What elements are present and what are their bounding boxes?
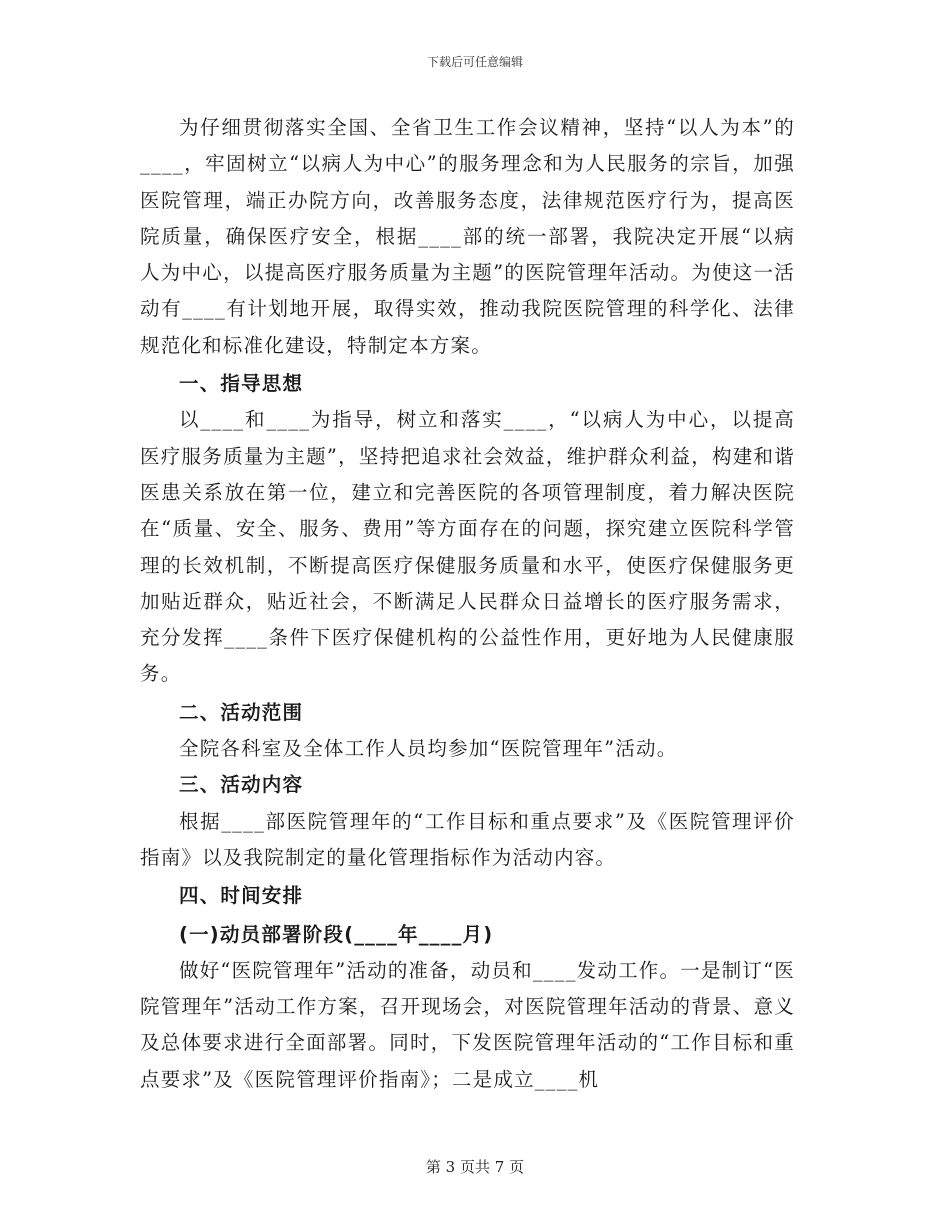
intro-paragraph: 为仔细贯彻落实全国、全省卫生工作会议精神，坚持“以人为本”的____，牢固树立“以病人为中心”的服务理念和为人民服务的宗旨，加强医院管理，端正办院方向，改善服务态度，法律规范医疗行为，提高医院质量，确保医疗安全，根据____部的统一部署，我院决定开展“以病人为中心，以提高医疗服务质量为主题”的医院管理年活动。为使这一活动有____有计划地开展，取得实效，推动我院医院管理的科学化、法律规范化和标准化建设，特制定本方案。 [140, 116, 795, 357]
guiding-ideology-paragraph: 以____和____为指导，树立和落实____，“以病人为中心，以提高医疗服务质量为主题”，坚持把追求社会效益，维护群众利益，构建和谐医患关系放在第一位，建立和完善医院的各项管理制度，着力解决医院在“质量、安全、服务、费用”等方面存在的问题，探究建立医院科学管理的长效机制，不断提高医疗保健服务质量和水平，使医疗保健服务更加贴近群众，贴近社会，不断满足人民群众日益增长的医疗服务需求，充分发挥____条件下医疗保健机构的公益性作用，更好地为人民健康服务。 [140, 408, 795, 686]
mobilization-paragraph: 做好“医院管理年”活动的准备，动员和____发动工作。一是制订“医院管理年”活动工作方案，召开现场会，对医院管理年活动的背景、意义及总体要求进行全面部署。同时，下发医院管理年活动的“工作目标和重点要求”及《医院管理评价指南》；二是成立____机 [140, 958, 795, 1091]
page-footer: 第 3 页共 7 页 [425, 1158, 525, 1176]
section-heading-activity-scope: 二、活动范围 [179, 700, 304, 724]
document-body [140, 110, 795, 1098]
activity-content-paragraph: 根据____部医院管理年的“工作目标和重点要求”及《医院管理评价指南》以及我院制定的量化管理指标作为活动内容。 [140, 809, 795, 869]
subsection-heading-mobilization: (一)动员部署阶段(____年____月) [179, 922, 494, 946]
section-heading-guiding-ideology: 一、指导思想 [179, 372, 304, 396]
page-header: 下载后可任意编辑 [426, 55, 523, 69]
section-heading-schedule: 四、时间安排 [179, 884, 304, 908]
activity-scope-paragraph: 全院各科室及全体工作人员均参加“医院管理年”活动。 [179, 737, 678, 761]
section-heading-activity-content: 三、活动内容 [179, 773, 304, 797]
